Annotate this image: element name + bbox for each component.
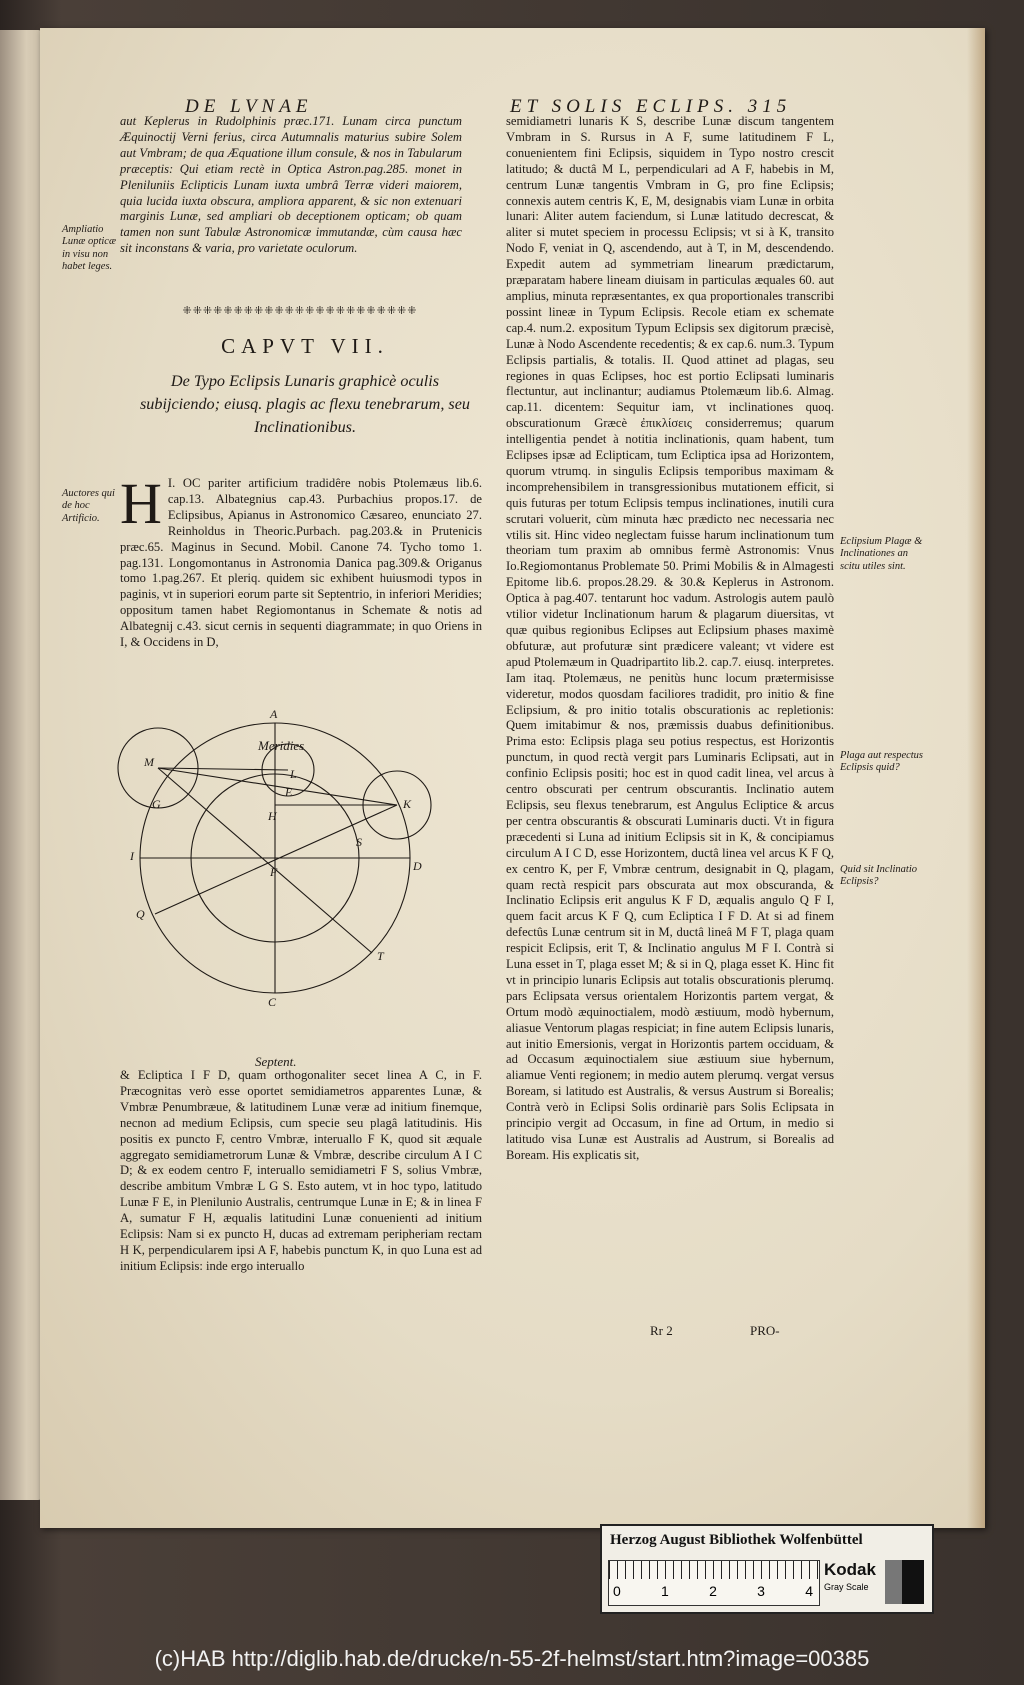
- catchword: PRO-: [750, 1323, 780, 1338]
- point-h: H: [268, 809, 277, 823]
- point-d: D: [413, 859, 422, 873]
- ruler-number: 2: [709, 1583, 717, 1599]
- black-swatch: [902, 1560, 924, 1604]
- ruler-ticks: [609, 1561, 819, 1579]
- running-head-left: DE LVNAE: [185, 96, 313, 117]
- margin-note-inclinatio: Quid sit Inclinatio Eclipsis?: [840, 864, 917, 888]
- margin-note-ampliatio: Ampliatio Lunæ opticæ in visu non habet leges.: [62, 224, 116, 273]
- left-bottom-paragraph: [120, 1068, 482, 1275]
- scale-ruler: [608, 1560, 820, 1606]
- point-c: C: [268, 995, 277, 1009]
- margin-note-plaga: Plaga aut respectus Eclipsis quid?: [840, 750, 924, 774]
- chapter-title: CAPVT VII.: [221, 334, 389, 358]
- point-s: S: [356, 835, 362, 849]
- facing-page-edge: [0, 30, 44, 1500]
- ruler-numbers: [613, 1583, 813, 1599]
- left-body-paragraph: [120, 471, 482, 651]
- point-g: G: [152, 797, 161, 811]
- kodak-logo: Kodak: [824, 1560, 876, 1579]
- ruler-number: 0: [613, 1583, 621, 1599]
- point-l: L: [290, 767, 297, 781]
- color-calibration-target: [600, 1524, 934, 1614]
- copyright-url: (c)HAB http://diglib.hab.de/drucke/n-55-2f-helmst/start.htm?image=00385: [154, 1646, 870, 1671]
- gray-scale-label: Gray Scale: [824, 1582, 869, 1592]
- left-top-text: aut Keplerus in Rudolphinis præc.171. Lunam circa punctum Æquinoctij Verni ferius, circa Autumnalis maturius subire Solem aut Vmbram; de qua Æquatione illum consule, & nos in Tabularum præceptis: Qui etiam rectè in Optica Astron.pag.285. monet in Pleniluniis Eclipticis Lunam iuxta umbrâ Terræ videri maiorem, quia lucida iuxta obscura, ampliora apparent, & sic non extenuari marginis Lunæ, sed ampliari ob deceptionem opticam; ob quam tamen non sunt Tabulæ Astronomicæ immutandæ, cùm causa hæc sit inconstans & varia, pro varietate oculorum.: [120, 114, 462, 256]
- chapter-subtitle: De Typo Eclipsis Lunaris graphicè oculis subijciendo; eiusq. plagis ac flexu tenebrarum, seu Inclinationibus.: [140, 372, 470, 436]
- page-edge-shadow: [967, 28, 985, 1528]
- signature-mark: Rr 2: [650, 1323, 673, 1338]
- right-column-text: semidiametri lunaris K S, describe Lunæ discum tangentem Vmbram in S. Rursus in A F, sume latitudinem F L, conuenientem fini Eclipsis, siquidem in Typo nostro crescit latitudo; & ductâ M L, perpendiculari ad A F, habebis in M, centrum Lunæ tangentis Vmbram in G, pro fine Eclipsis; connexis autem centris K, E, M, designabis viam Lunæ in orbita lunari: Aliter autem faciendum, si Lunæ latitudo decrescat, & aliter si mutet speciem in processu Eclipsis; vt si à K, transito Nodo F, veniat in Q, ascendendo, aut à T, in M, descendendo. Expedit autem ad symmetriam linearum prædictarum, præparatam habere lineam diuisam in particulas æquales 60. aut amplius, minuta repræsentantes, ex qua proportionales transcribi possint lineæ in Typum Eclipsis. Recole etiam ex schemate cap.4. num.2. expositum Typum Eclipsis sex digitorum præcisè, Lunæ à Nodo Ascendente recedentis; & ex cap.6. num.3. Typum Eclipsis partialis, & totalis. II. Quod attinet ad plagas, seu regiones in quas Eclipses, hoc est portio Eclipsati luminaris flectuntur, aut inclinantur; audiamus Ptolemæum lib.6. Almag. cap.11. dicentem: Sequitur iam, vt inclinationes quoq. obscurationum Græcè ἐπικλίσεις considerremus; quarum intelligentia pendet à notitia inclinationis, quam habent, tum Eclipses ipsæ ad Eclipticam, tum Ecliptica ipsa ad Horizontem, quorum vtrumq. in singulis Eclipsis temporibus maximam & incomprehensibilem in transgressionibus mutationem efficit, si quis futuras per totum Eclipsis tempus inclinationes, inutili cura scrutari voluerit, cùm minuta hæc prædicto nec necessaria nec vtilis sit. Hinc video neglectam fuisse harum inclinationum tum theoriam tum praxim ab omnibus fermè Astronomis: Vnus Io.Regiomontanus Problemate 50. Primi Mobilis & in Almagesti Epitome lib.6. propos.28.29. & 30.& Keplerus in Astronom. Optica à pag.407. tentarunt hoc vadum. Astrologis autem paulò vtilior videtur Inclinationum harum & plagarum diuersitas, vt quæ quibus regionibus Eclipses aut Eclipsium phases maximè obfuturæ, aut profuturæ sint prædicere valeant; vt videre est apud Ptolemæum in Quadripartito lib.2. cap.7. eiusq. interpretes. Iam itaq. Ptolemæus, ne penitùs hunc locum prætermisisse videretur, modos quosdam faciliores tradidit, pro initio & fine Eclipsium, & pro initio totalis obscurationis ac repletionis: Quem imitabimur & nos, præmissis duabus definitionibus. Prima esto: Eclipsis plaga seu potius respectus, est Horizontis punctum, in quod rectà vergit pars Luminaris Eclipsati, aut in confinio Eclipsis positi; hoc est in quod cadit linea, vel arcus à centro obscurati per centrum obscurantis. Inclinatio autem Eclipsis, seu flexus tenebrarum, est Angulus Ecliptice & arcus per centra obscurantis & obscurati Luminaris ducti. Vt in figura præcedenti si Luna ad initium Eclipsis sit in K, & concipiamus circulum A I C D, esse Horizontem, ductâ linea vel arcus K F Q, ex centro K, per F, Vmbræ centrum, designabit in Q, plagam, quam rectà respicit pars obscurata aut mox obscuranda, & Inclinatio Eclipsis erit angulus K F D, æqualis angulo Q F I, quem facit arcus K F Q, cum Ecliptica I F D. At si ad finem defectûs Lunæ centrum sit in M, ductâ lineâ M F T, plaga quam respicit Eclipsis, erit T, & Inclinatio angulus M F I. Contrà si Luna esset in T, plaga esset M; & si in Q, plaga esset K. Hinc fit vt in principio lunaris Eclipsis aut totalis obscurationis plerumq. pars Eclipsata versus orientalem Horizontis partem vergat, & Ortum modò æquinoctialem, modò æstiuum, modò hybernum, aliasue Ventorum plagas respiciat; in fine autem Eclipsis lunaris, aut initio Emersionis, vergat in Horizontis partem occiduam, & ad Occasum æquinoctialem siue æstiuum siue hybernum, aliamue Venti regionem; in medio autem plerumq. vergat versus Boream, si latitudo est Australis, & versus Austrum si Borealis; Contrà verò in Eclipsi Solis ordinariè pars Solis Eclipsata in principio vergit ad Occasum, in fine ad Ortum, in medio si latitudo visa Lunæ est Australis ad Austrum, si Borealis ad Boream. His explicatis sit,: [506, 114, 834, 1162]
- point-i: I: [130, 849, 134, 863]
- drop-cap: H: [120, 471, 162, 536]
- ruler-number: 4: [805, 1583, 813, 1599]
- point-k: K: [403, 797, 412, 811]
- left-body-text: OC pariter artificium tradidêre nobis Ptolemæus lib.6. cap.13. Albategnius cap.43. Purbachius propos.17. de Eclipsibus, Apianus in Astronomico Cæsareo, enunciato 27. Reinholdus in Theoric.Purbach. pag.203.& in Prutenicis præc.65. Maginus in Secund. Mobil. Canone 74. Tycho tomo 1. pag.131. Longomontanus in Astronomia Danica pag.309.& Origanus tomo 1.pag.267. Et pleriq. quidem sic exhibent huiusmodi typos in paginis, vt in superiori eorum parte sit Septentrio, in inferiori Meridies; oppositum tamen habet Regiomontanus in Schemate & notis ad Albategnij c.43. sicut cernis in sequenti diagrammate; in quo Oriens in I, & Occidens in D,: [120, 476, 482, 650]
- line-ml: [158, 768, 288, 770]
- right-column: [506, 114, 834, 1164]
- point-e: E: [285, 785, 293, 799]
- figure-label-septentrio: Septent.: [255, 1054, 297, 1069]
- gray-swatch: [885, 1560, 902, 1604]
- ruler-number: 3: [757, 1583, 765, 1599]
- point-f: F: [270, 865, 278, 879]
- running-head-right: ET SOLIS ECLIPS. 315: [510, 96, 792, 117]
- left-bottom-text: & Ecliptica I F D, quam orthogonaliter secet linea A C, in F. Præcognitas verò esse oportet semidiametros apparentes Lunæ, & Vmbræ Penumbræue, & latitudinem Lunæ veræ ad initium finemque, necnon ad medium Eclipsis, cum specie seu plagâ latitudinis. His positis ex puncto F, centro Vmbræ, interuallo F K, quod sit æquale aggregato semidiametrorum Lunæ & Vmbræ, describe circulum A I C D; & ex eodem centro F, interuallo semidiametri F S, solius Vmbræ, describe ambitum Vmbræ L G S. Esto autem, vt in hoc typo, latitudo Lunæ F E, in Plenilunio Australis, centrumque Lunæ in E; & in linea F A, sumatur F H, æqualis latitudini Lunæ conuenienti ad initium Eclipsis: Nam si ex puncto H, ducas ad extremam peripheriam rectam H K, perpendicularem ipsi A F, habebis punctum K, in quo Luna est ad initium Eclipsis: inde ergo interuallo: [120, 1068, 482, 1273]
- margin-note-auctores: Auctores qui de hoc Artificio.: [62, 488, 115, 524]
- figure-label-meridies: Meridies: [258, 738, 305, 753]
- left-top-paragraph: [120, 114, 462, 257]
- point-m: M: [144, 755, 154, 769]
- point-t: T: [377, 949, 384, 963]
- section-number: I.: [167, 476, 176, 490]
- point-a: A: [270, 707, 278, 721]
- point-q: Q: [136, 907, 145, 921]
- ornamental-rule: ⁜⁜⁜⁜⁜⁜⁜⁜⁜⁜⁜⁜⁜⁜⁜⁜⁜⁜⁜⁜⁜⁜⁜: [182, 305, 418, 317]
- library-name: Herzog August Bibliothek Wolfenbüttel: [610, 1532, 863, 1548]
- ruler-number: 1: [661, 1583, 669, 1599]
- margin-note-eclipsium-plagae: Eclipsium Plagæ & Inclinationes an scitu utiles sint.: [840, 536, 923, 572]
- book-page: [40, 28, 985, 1528]
